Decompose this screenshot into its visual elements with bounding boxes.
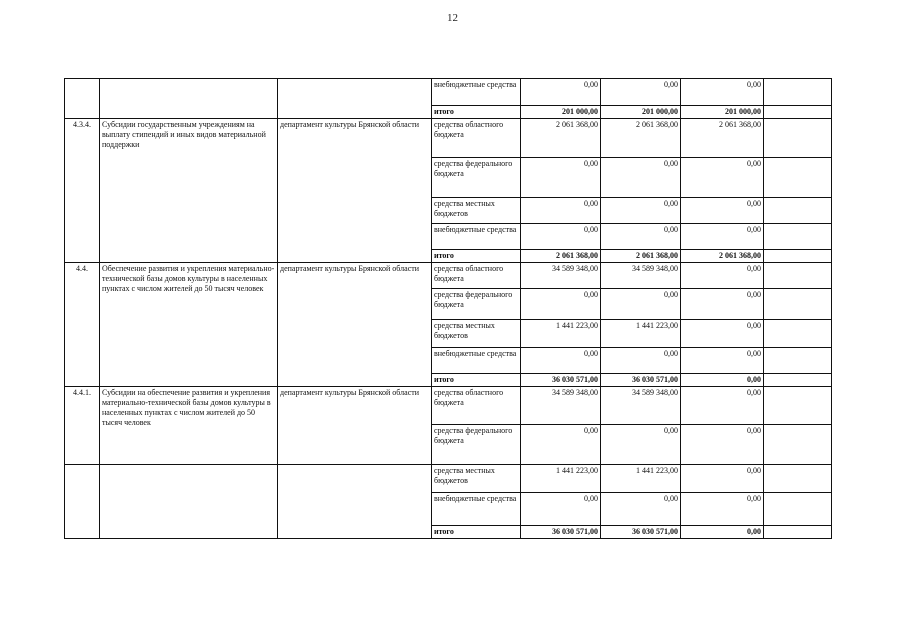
amount-year: 34 589 348,00 xyxy=(601,263,681,289)
amount-total: 0,00 xyxy=(521,158,601,198)
funding-source: итого xyxy=(432,526,521,539)
amount-year: 0,00 xyxy=(601,348,681,374)
amount-total: 34 589 348,00 xyxy=(521,387,601,425)
responsible-dept: департамент культуры Брянской области xyxy=(278,387,432,465)
amount-year: 0,00 xyxy=(601,425,681,465)
amount-next: 0,00 xyxy=(681,526,764,539)
amount-next: 0,00 xyxy=(681,79,764,106)
funding-source: средства местных бюджетов xyxy=(432,320,521,348)
funding-source: средства областного бюджета xyxy=(432,263,521,289)
funding-source: итого xyxy=(432,374,521,387)
amount-total: 0,00 xyxy=(521,289,601,320)
amount-next: 0,00 xyxy=(681,465,764,493)
amount-year: 1 441 223,00 xyxy=(601,465,681,493)
extra-cell xyxy=(764,465,832,493)
funding-source: средства местных бюджетов xyxy=(432,198,521,224)
responsible-dept: департамент культуры Брянской области xyxy=(278,119,432,263)
table-row xyxy=(65,465,832,493)
amount-next: 0,00 xyxy=(681,198,764,224)
funding-source: средства областного бюджета xyxy=(432,387,521,425)
amount-total: 0,00 xyxy=(521,493,601,526)
amount-next: 0,00 xyxy=(681,320,764,348)
amount-next: 0,00 xyxy=(681,289,764,320)
amount-total: 0,00 xyxy=(521,224,601,250)
responsible-dept xyxy=(278,79,432,119)
table-row xyxy=(65,119,832,158)
amount-year: 1 441 223,00 xyxy=(601,320,681,348)
extra-cell xyxy=(764,493,832,526)
amount-year: 0,00 xyxy=(601,289,681,320)
extra-cell xyxy=(764,374,832,387)
extra-cell xyxy=(764,250,832,263)
amount-next: 0,00 xyxy=(681,425,764,465)
extra-cell xyxy=(764,526,832,539)
extra-cell xyxy=(764,158,832,198)
item-name: Субсидии на обеспечение развития и укрепления материально-технической базы домов культуры в населенных пунктах с числом жителей до 50 тысяч человек xyxy=(100,387,278,465)
amount-next: 0,00 xyxy=(681,493,764,526)
amount-year: 0,00 xyxy=(601,79,681,106)
responsible-dept xyxy=(278,465,432,539)
amount-total: 1 441 223,00 xyxy=(521,320,601,348)
amount-total: 0,00 xyxy=(521,79,601,106)
extra-cell xyxy=(764,320,832,348)
extra-cell xyxy=(764,263,832,289)
extra-cell xyxy=(764,289,832,320)
extra-cell xyxy=(764,198,832,224)
funding-source: внебюджетные средства xyxy=(432,493,521,526)
amount-year: 201 000,00 xyxy=(601,106,681,119)
amount-total: 34 589 348,00 xyxy=(521,263,601,289)
amount-total: 2 061 368,00 xyxy=(521,250,601,263)
item-name: Субсидии государственным учреждениям на выплату стипендий и иных видов материальной поддержки xyxy=(100,119,278,263)
funding-source: внебюджетные средства xyxy=(432,79,521,106)
amount-total: 2 061 368,00 xyxy=(521,119,601,158)
item-number xyxy=(65,465,100,539)
extra-cell xyxy=(764,224,832,250)
responsible-dept: департамент культуры Брянской области xyxy=(278,263,432,387)
funding-source: внебюджетные средства xyxy=(432,348,521,374)
amount-year: 0,00 xyxy=(601,224,681,250)
table-row xyxy=(65,263,832,289)
amount-next: 2 061 368,00 xyxy=(681,119,764,158)
item-number: 4.4. xyxy=(65,263,100,387)
item-number: 4.4.1. xyxy=(65,387,100,465)
amount-total: 201 000,00 xyxy=(521,106,601,119)
amount-next: 0,00 xyxy=(681,374,764,387)
funding-source: внебюджетные средства xyxy=(432,224,521,250)
amount-next: 0,00 xyxy=(681,158,764,198)
amount-year: 36 030 571,00 xyxy=(601,526,681,539)
budget-table xyxy=(64,78,832,539)
amount-year: 2 061 368,00 xyxy=(601,119,681,158)
amount-total: 36 030 571,00 xyxy=(521,526,601,539)
item-name xyxy=(100,465,278,539)
table-row xyxy=(65,79,832,106)
funding-source: средства федерального бюджета xyxy=(432,158,521,198)
extra-cell xyxy=(764,425,832,465)
item-number xyxy=(65,79,100,119)
item-name xyxy=(100,79,278,119)
extra-cell xyxy=(764,79,832,106)
amount-next: 201 000,00 xyxy=(681,106,764,119)
extra-cell xyxy=(764,387,832,425)
funding-source: средства областного бюджета xyxy=(432,119,521,158)
amount-year: 36 030 571,00 xyxy=(601,374,681,387)
amount-next: 0,00 xyxy=(681,348,764,374)
amount-total: 0,00 xyxy=(521,198,601,224)
amount-total: 36 030 571,00 xyxy=(521,374,601,387)
page-number: 12 xyxy=(447,12,458,24)
amount-total: 1 441 223,00 xyxy=(521,465,601,493)
amount-year: 2 061 368,00 xyxy=(601,250,681,263)
extra-cell xyxy=(764,119,832,158)
amount-next: 2 061 368,00 xyxy=(681,250,764,263)
extra-cell xyxy=(764,348,832,374)
amount-year: 34 589 348,00 xyxy=(601,387,681,425)
table-row xyxy=(65,387,832,425)
funding-source: средства федерального бюджета xyxy=(432,425,521,465)
amount-year: 0,00 xyxy=(601,198,681,224)
amount-year: 0,00 xyxy=(601,158,681,198)
amount-total: 0,00 xyxy=(521,425,601,465)
item-name: Обеспечение развития и укрепления материально-технической базы домов культуры в населенных пунктах с числом жителей до 50 тысяч человек xyxy=(100,263,278,387)
funding-source: средства местных бюджетов xyxy=(432,465,521,493)
funding-source: итого xyxy=(432,250,521,263)
funding-source: средства федерального бюджета xyxy=(432,289,521,320)
amount-total: 0,00 xyxy=(521,348,601,374)
amount-next: 0,00 xyxy=(681,387,764,425)
funding-source: итого xyxy=(432,106,521,119)
amount-next: 0,00 xyxy=(681,263,764,289)
item-number: 4.3.4. xyxy=(65,119,100,263)
amount-next: 0,00 xyxy=(681,224,764,250)
extra-cell xyxy=(764,106,832,119)
amount-year: 0,00 xyxy=(601,493,681,526)
